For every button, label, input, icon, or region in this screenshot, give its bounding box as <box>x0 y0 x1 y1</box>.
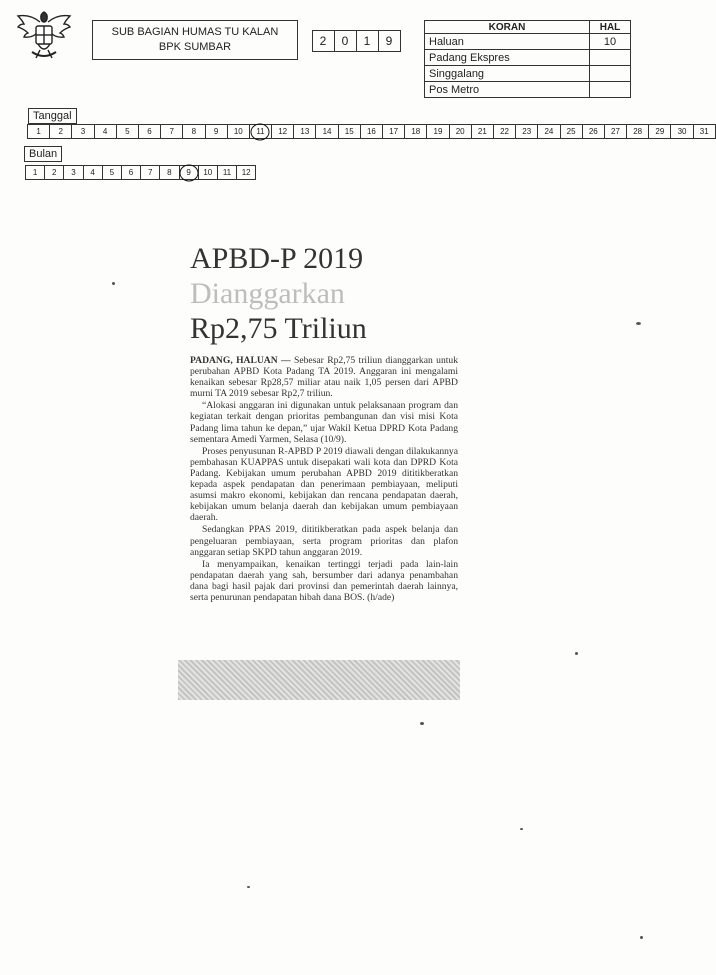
scan-speck <box>420 722 424 725</box>
tanggal-day-cell: 2 <box>49 124 72 139</box>
tanggal-day-cell: 15 <box>338 124 361 139</box>
tanggal-day-cell: 7 <box>160 124 183 139</box>
year-digit: 9 <box>378 30 401 52</box>
headline-line-1: APBD-P 2019 <box>190 242 364 275</box>
paragraph: “Alokasi anggaran ini digunakan untuk pelaksanaan program dan kegiatan terkait dengan prioritas pembangunan dan visi misi Kota Padang lima tahun ke depan,” ujar Wakil Ketua DPRD Kota Padang sementara Amedi Yarmen, Selasa (10/9). <box>190 400 458 445</box>
tanggal-day-cell: 4 <box>94 124 117 139</box>
scan-speck <box>640 936 643 939</box>
table-row <box>425 34 631 50</box>
tanggal-day-cell: 3 <box>71 124 94 139</box>
tanggal-day-cell: 19 <box>426 124 449 139</box>
bulan-month-cell: 8 <box>159 165 179 180</box>
paragraph: Ia menyampaikan, kenaikan tertinggi terjadi pada lain-lain pendapatan daerah yang sah, bersumber dari adanya penambahan dana bagi hasil pajak dari provinsi dan pemerintah daerah lainnya, serta penurunan pendapatan hibah dana BOS. (h/ade) <box>190 558 458 603</box>
tanggal-day-cell: 25 <box>560 124 583 139</box>
bulan-month-cell: 9 <box>179 165 199 180</box>
koran-header: KORAN <box>425 21 590 34</box>
hal-header: HAL <box>590 21 631 34</box>
table-row <box>425 50 631 66</box>
newspaper-name: Pos Metro <box>425 82 590 98</box>
tanggal-day-cell: 5 <box>116 124 139 139</box>
tanggal-day-cell: 24 <box>537 124 560 139</box>
tanggal-day-cell: 6 <box>138 124 161 139</box>
tanggal-day-cell: 20 <box>449 124 472 139</box>
tanggal-label: Tanggal <box>28 108 77 124</box>
scan-speck <box>247 886 250 888</box>
tanggal-day-cell: 30 <box>670 124 693 139</box>
newspaper-table <box>424 20 631 98</box>
tanggal-day-cell: 29 <box>648 124 671 139</box>
bulan-label: Bulan <box>24 146 62 162</box>
bulan-month-cell: 1 <box>25 165 45 180</box>
bulan-month-cell: 10 <box>198 165 218 180</box>
newspaper-name: Haluan <box>425 34 590 50</box>
tanggal-day-cell: 12 <box>271 124 294 139</box>
article-body <box>190 355 458 604</box>
tanggal-day-cell: 21 <box>471 124 494 139</box>
paragraph: Proses penyusunan R-APBD P 2019 diawali dengan dilakukannya pembahasan KUAPPAS untuk disepakati wali kota dan DPRD Kota Padang. Kebijakan umum perubahan APBD 2019 dititikberatkan kepada aspek pendapatan dan penerimaan pembiayaan, meliputi asumsi makro ekonomi, kebijakan dan rencana pendapatan daerah, kebijakan umum belanja daerah dan kebijakan umum pembiayaan daerah. <box>190 445 458 524</box>
tanggal-day-cell: 8 <box>182 124 205 139</box>
bulan-month-cell: 12 <box>236 165 256 180</box>
tanggal-day-cell: 1 <box>27 124 50 139</box>
tanggal-day-cell: 17 <box>382 124 405 139</box>
page-number <box>590 50 631 66</box>
page-number: 10 <box>590 34 631 50</box>
bulan-month-cell: 11 <box>217 165 237 180</box>
tanggal-day-cell: 27 <box>604 124 627 139</box>
scan-speck <box>520 828 523 830</box>
bulan-month-cell: 4 <box>83 165 103 180</box>
year-digit: 1 <box>356 30 379 52</box>
bulan-month-cell: 3 <box>63 165 83 180</box>
table-row <box>425 82 631 98</box>
dark-smudge <box>178 660 460 700</box>
tanggal-day-cell: 22 <box>493 124 516 139</box>
newspaper-name: Padang Ekspres <box>425 50 590 66</box>
scan-speck <box>112 282 115 285</box>
tanggal-day-cell: 31 <box>693 124 716 139</box>
bulan-row <box>26 165 256 180</box>
page-number <box>590 66 631 82</box>
tanggal-row <box>28 124 716 139</box>
year-digit: 2 <box>312 30 335 52</box>
paragraph: Sedangkan PPAS 2019, dititikberatkan pada aspek belanja dan pengeluaran pembiayaan, serta program prioritas dan plafon anggaran setiap SKPD tahun anggaran 2019. <box>190 524 458 558</box>
dateline: PADANG, HALUAN — <box>190 355 291 366</box>
tanggal-day-cell: 13 <box>293 124 316 139</box>
year-boxes <box>313 30 401 52</box>
tanggal-day-cell: 16 <box>360 124 383 139</box>
garuda-emblem-icon <box>14 6 74 68</box>
tanggal-day-cell: 26 <box>582 124 605 139</box>
tanggal-day-cell: 9 <box>205 124 228 139</box>
bulan-month-cell: 2 <box>44 165 64 180</box>
scan-speck <box>636 322 641 325</box>
bulan-month-cell: 7 <box>140 165 160 180</box>
table-row <box>425 66 631 82</box>
bulan-month-cell: 5 <box>102 165 122 180</box>
office-header-box <box>92 20 298 60</box>
tanggal-day-cell: 10 <box>227 124 250 139</box>
year-digit: 0 <box>334 30 357 52</box>
tanggal-day-cell: 18 <box>404 124 427 139</box>
tanggal-day-cell: 28 <box>626 124 649 139</box>
tanggal-day-cell: 23 <box>515 124 538 139</box>
office-line-2: BPK SUMBAR <box>158 41 232 53</box>
headline-line-2: Dianggarkan <box>190 277 345 310</box>
scan-speck <box>575 652 578 655</box>
paragraph <box>190 355 458 399</box>
paragraph-text: Sebesar Rp2,75 triliun dianggarkan untuk perubahan APBD Kota Padang TA 2019. Anggaran ini mengalami kenaikan sebesar Rp28,57 miliar atau naik 1,05 persen dari APBD murni TA 2019 sebesar Rp2,7 triliun. <box>190 355 458 400</box>
headline-line-3: Rp2,75 Triliun <box>190 312 367 345</box>
newspaper-name: Singgalang <box>425 66 590 82</box>
tanggal-day-cell: 11 <box>249 124 272 139</box>
page-number <box>590 82 631 98</box>
office-line-1: SUB BAGIAN HUMAS TU KALAN <box>111 26 279 38</box>
tanggal-day-cell: 14 <box>315 124 338 139</box>
bulan-month-cell: 6 <box>121 165 141 180</box>
